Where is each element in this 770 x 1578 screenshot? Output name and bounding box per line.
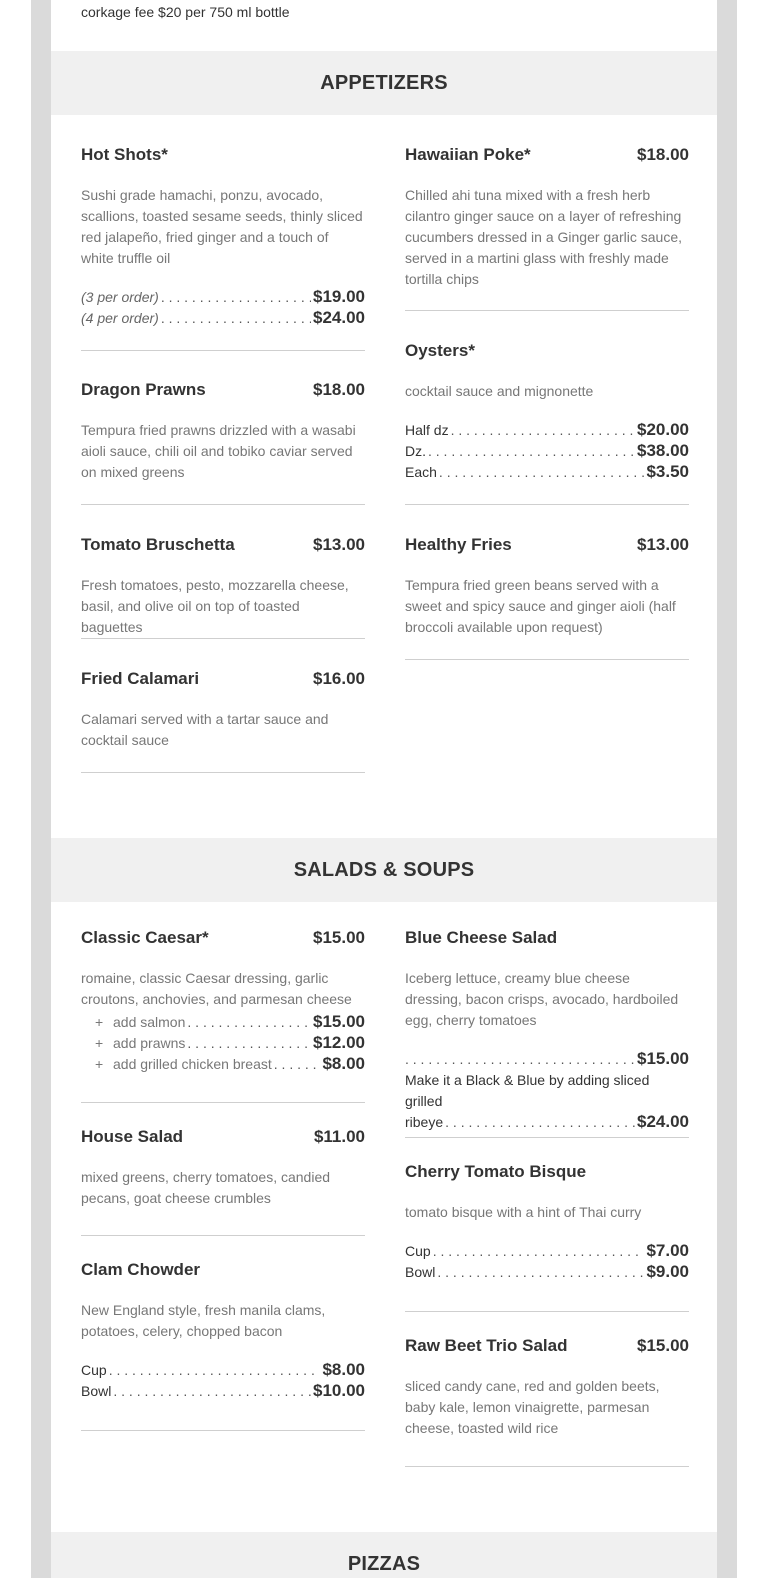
option-label: Make it a Black & Blue by adding sliced grilled [405,1072,650,1109]
dot-leader [445,1114,635,1130]
plus-icon: + [95,1014,104,1030]
option-label: add salmon [113,1014,186,1030]
price-option [81,287,365,308]
menu-item-healthy-fries [405,535,689,660]
dot-leader [161,289,311,305]
item-name: Blue Cheese Salad [405,928,558,947]
item-name: Hot Shots* [81,145,168,164]
dot-leader [274,1056,321,1072]
item-description: romaine, classic Caesar dressing, garlic croutons, anchovies, and parmesan cheese [81,970,352,1007]
item-name: Healthy Fries [405,535,512,554]
option-price: $15.00 [313,1012,365,1031]
item-description: cocktail sauce and mignonette [405,383,594,399]
menu-item-clam-chowder [81,1260,365,1431]
item-name: Classic Caesar* [81,928,209,947]
item-name: Hawaiian Poke* [405,145,531,164]
item-name: Dragon Prawns [81,380,206,399]
price-option [81,1381,365,1402]
menu-item-hot-shots [81,145,365,351]
option-price: $24.00 [313,308,365,327]
price-option [81,1360,365,1381]
option-price: $7.00 [646,1241,689,1260]
item-name: Raw Beet Trio Salad [405,1336,568,1355]
dot-leader [113,1383,311,1399]
option-label: Each [405,464,437,480]
item-price: $16.00 [313,669,365,688]
option-label: Bowl [81,1383,112,1399]
corkage-note: corkage fee $20 per 750 ml bottle [81,4,290,20]
option-label: (4 per order) [81,310,159,326]
item-name: Cherry Tomato Bisque [405,1162,587,1181]
option-label: Dz. [405,443,426,459]
menu-item-classic-caesar [81,928,365,1103]
add-on-option [81,1033,365,1054]
dot-leader [428,443,635,459]
item-description: Fresh tomatoes, pesto, mozzarella cheese, basil, and olive oil on top of toasted baguettes [81,577,349,635]
menu-item-blue-cheese-salad [405,928,689,1138]
option-price: $38.00 [637,441,689,460]
option-price: $8.00 [322,1360,365,1379]
option-price: $24.00 [637,1112,689,1131]
item-name: House Salad [81,1127,184,1146]
price-option [405,1112,689,1133]
dot-leader [451,422,635,438]
item-description: Tempura fried green beans served with a sweet and spicy sauce and ginger aioli (half broccoli available upon request) [405,577,676,635]
plus-icon: + [95,1035,104,1051]
item-name: Clam Chowder [81,1260,201,1279]
item-description: Sushi grade hamachi, ponzu, avocado, scallions, toasted sesame seeds, thinly sliced red jalapeño, fried ginger and a touch of white truffle oil [81,187,363,266]
item-description: New England style, fresh manila clams, potatoes, celery, chopped bacon [81,1302,326,1339]
price-option [405,441,689,462]
price-option [405,1241,689,1262]
plus-icon: + [95,1056,104,1072]
item-price: $11.00 [313,1127,365,1146]
add-on-option [81,1054,365,1075]
menu-item-house-salad [81,1127,365,1236]
section-heading-salads-soups: SALADS & SOUPS [51,838,717,902]
option-price: $10.00 [313,1381,365,1400]
option-label: Half dz [405,422,449,438]
price-option [405,1262,689,1283]
section-heading-pizzas: PIZZAS [51,1532,717,1578]
add-on-option [81,1012,365,1033]
item-description: Iceberg lettuce, creamy blue cheese dressing, bacon crisps, avocado, hardboiled egg, cherry tomatoes [405,970,679,1028]
dot-leader [439,464,645,480]
dot-leader [433,1243,645,1259]
option-label: Cup [81,1362,107,1378]
option-label: Bowl [405,1264,436,1280]
item-price: $18.00 [637,145,689,164]
dot-leader [187,1014,311,1030]
option-label: add prawns [113,1035,186,1051]
option-label: Cup [405,1243,431,1259]
menu-item-fried-calamari [81,669,365,773]
item-price: $13.00 [637,535,689,554]
dot-leader [161,310,311,326]
menu-item-hawaiian-poke [405,145,689,311]
dot-leader [405,1051,635,1067]
item-name: Fried Calamari [81,669,200,688]
option-price: $15.00 [637,1049,689,1068]
item-description: sliced candy cane, red and golden beets, baby kale, lemon vinaigrette, parmesan cheese, toasted wild rice [405,1378,660,1436]
item-description: tomato bisque with a hint of Thai curry [405,1204,642,1220]
menu-item-raw-beet-trio-salad [405,1336,689,1467]
price-option [405,1049,689,1070]
section-heading-appetizers: APPETIZERS [51,51,717,115]
option-price: $3.50 [646,462,689,481]
menu-item-tomato-bruschetta [81,535,365,639]
item-price: $13.00 [313,535,365,554]
item-name: Tomato Bruschetta [81,535,235,554]
item-description: Tempura fried prawns drizzled with a wasabi aioli sauce, chili oil and tobiko caviar served on mixed greens [81,422,356,480]
price-option [405,462,689,483]
price-option [81,308,365,329]
option-label: (3 per order) [81,289,159,305]
option-label: add grilled chicken breast [113,1056,272,1072]
menu-item-cherry-tomato-bisque [405,1162,689,1312]
option-price: $20.00 [637,420,689,439]
item-price: $15.00 [313,928,365,947]
menu-item-dragon-prawns [81,380,365,505]
dot-leader [187,1035,311,1051]
item-price: $15.00 [637,1336,689,1355]
option-price: $9.00 [646,1262,689,1281]
item-price: $18.00 [313,380,365,399]
option-price: $12.00 [313,1033,365,1052]
option-price: $8.00 [322,1054,365,1073]
item-description: Chilled ahi tuna mixed with a fresh herb cilantro ginger sauce on a layer of refreshing cucumbers dressed in a Ginger garlic sauce, served in a martini glass with freshly made tortilla chips [405,187,683,287]
item-description: Calamari served with a tartar sauce and cocktail sauce [81,711,329,748]
price-option [405,420,689,441]
menu-item-oysters [405,341,689,505]
item-name: Oysters* [405,341,475,360]
option-price: $19.00 [313,287,365,306]
item-description: mixed greens, cherry tomatoes, candied pecans, goat cheese crumbles [81,1169,331,1206]
dot-leader [437,1264,644,1280]
dot-leader [109,1362,321,1378]
option-label: ribeye [405,1114,444,1130]
